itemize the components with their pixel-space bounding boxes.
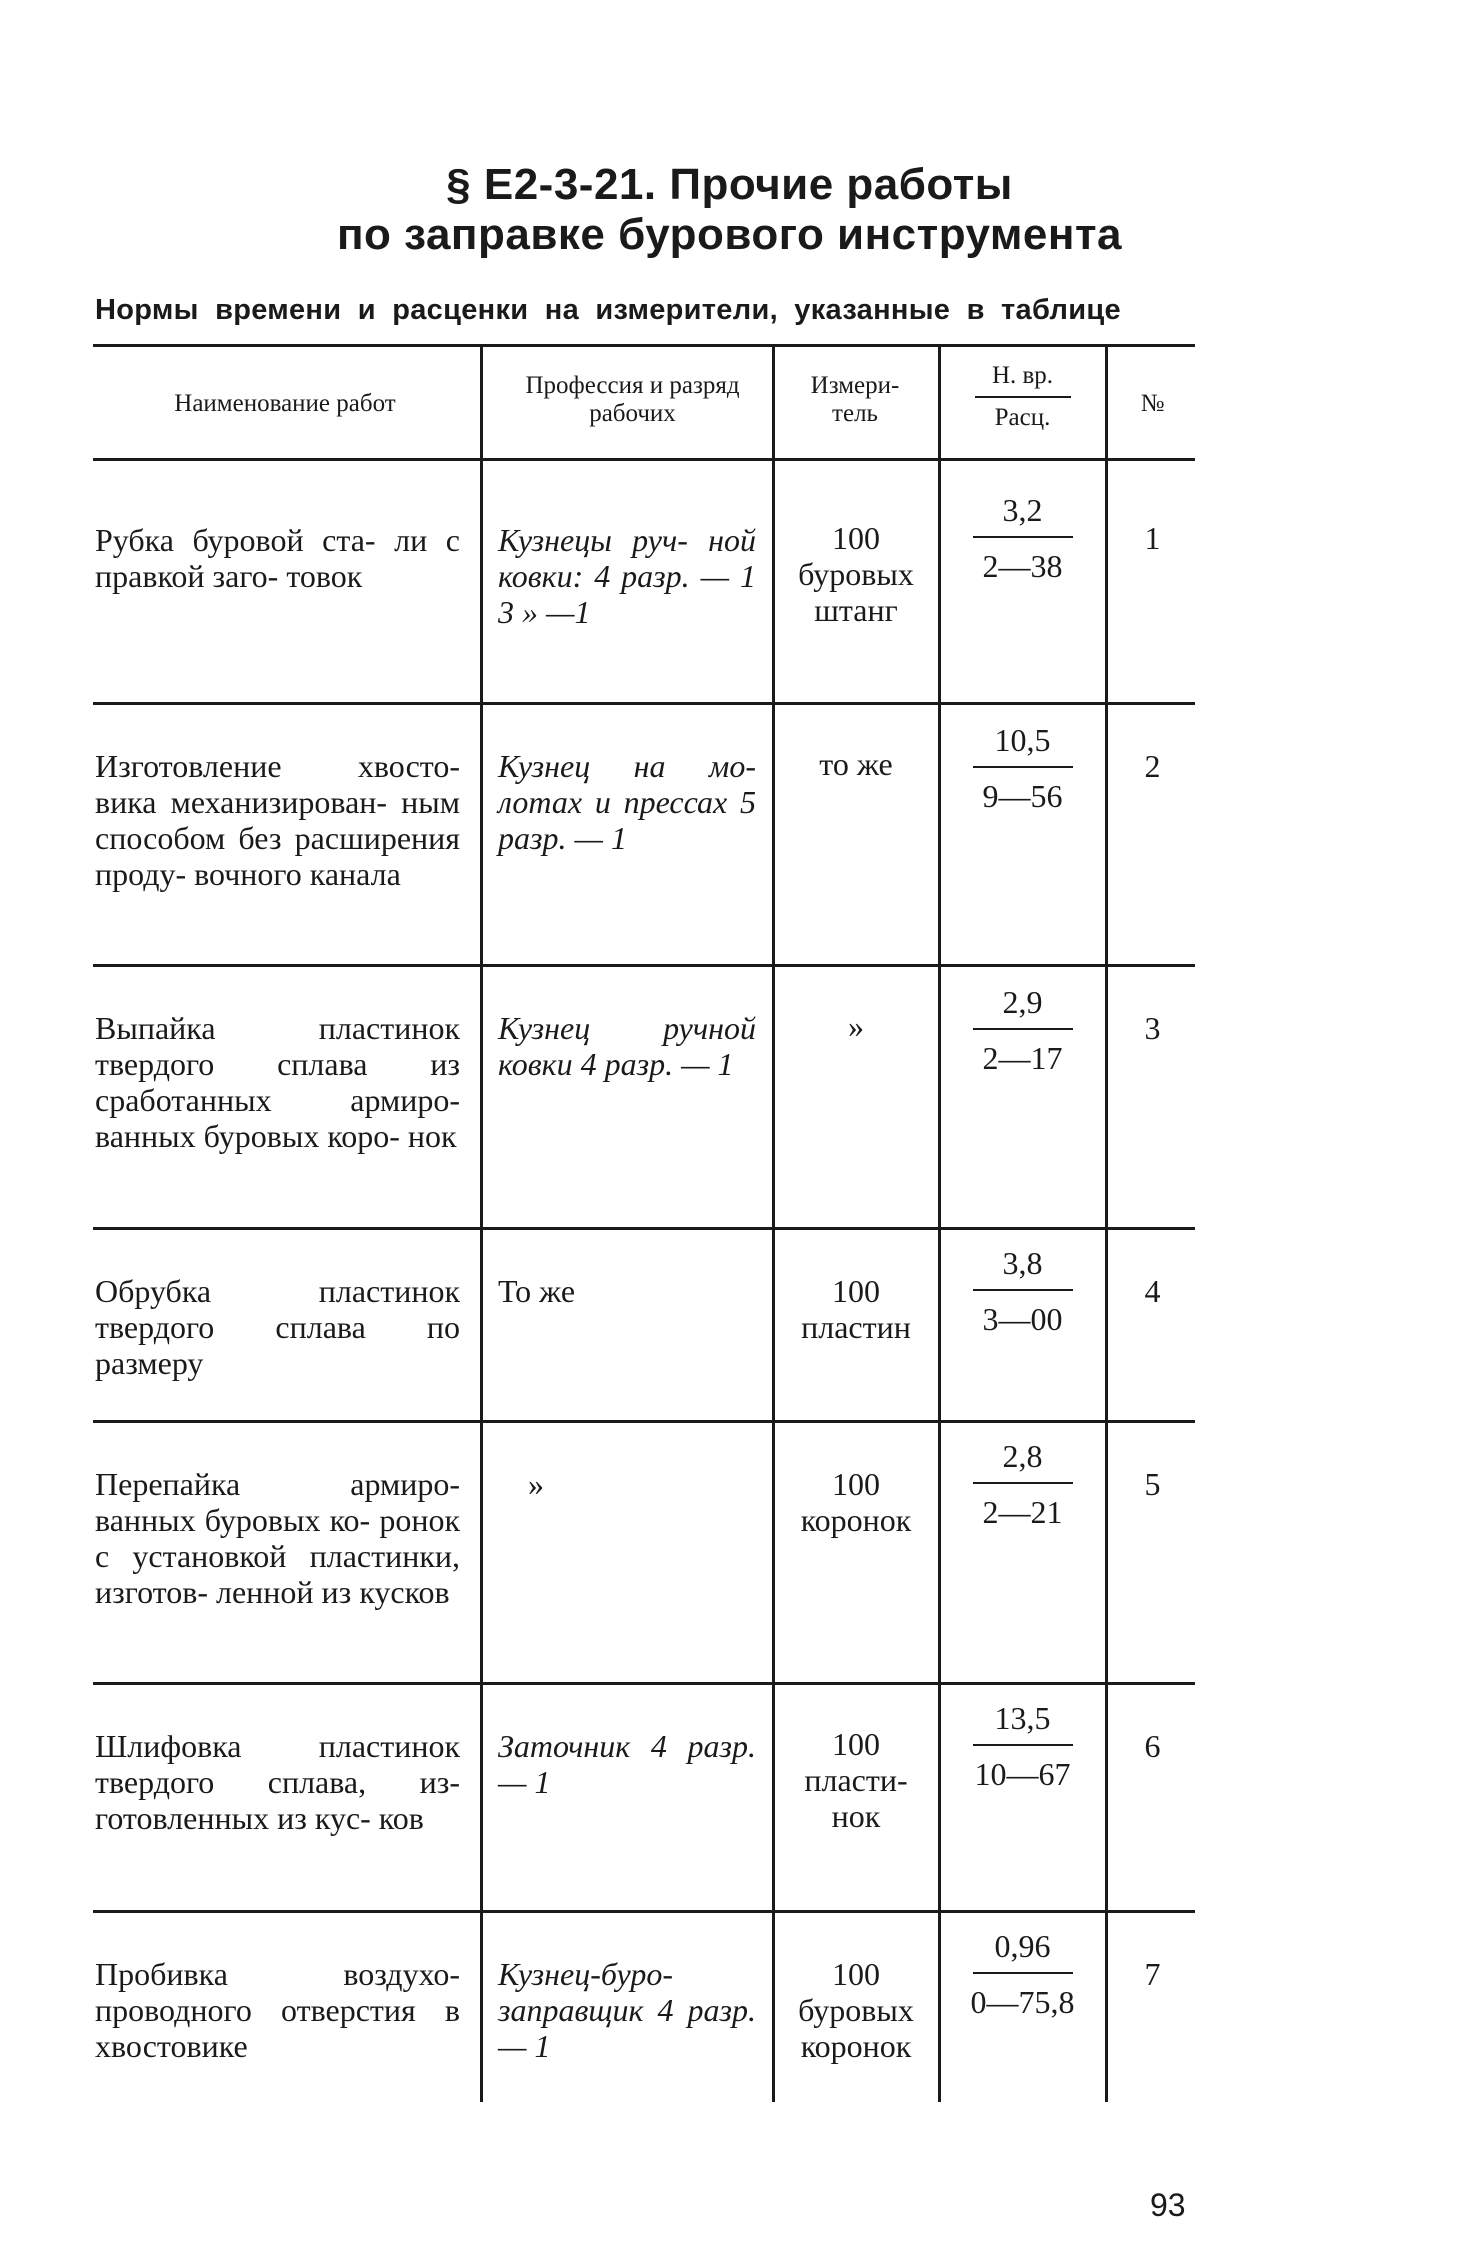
row-divider xyxy=(93,1682,1195,1685)
norm-time: 2,9 xyxy=(1002,984,1043,1020)
column-rule xyxy=(938,346,941,2102)
row-divider xyxy=(93,1420,1195,1423)
rate: 3—00 xyxy=(982,1301,1063,1337)
norm-fraction xyxy=(945,984,1100,1076)
header-bottom-rule xyxy=(93,458,1195,461)
row-number: 2 xyxy=(1144,748,1161,784)
fraction-bar xyxy=(973,1289,1073,1291)
work-name: Рубка буровой ста- ли с правкой заго- товок xyxy=(95,522,460,594)
work-name: Изготовление хвосто- вика механизирован- ным способом без расширения проду- вочного канала xyxy=(95,748,460,892)
row-divider xyxy=(93,1910,1195,1913)
norm-fraction xyxy=(945,1438,1100,1530)
work-name: Пробивка воздухо- проводного отверстия в хвостовике xyxy=(95,1956,460,2064)
rate: 2—21 xyxy=(982,1494,1063,1530)
row-divider xyxy=(93,964,1195,967)
profession: То же xyxy=(498,1273,576,1309)
norm-time: 3,8 xyxy=(1002,1245,1043,1281)
section-title-line2: по заправке бурового инструмента xyxy=(336,210,1122,259)
norm-time: 10,5 xyxy=(994,722,1051,758)
row-divider xyxy=(93,1227,1195,1230)
norm-time: 2,8 xyxy=(1002,1438,1043,1474)
rate: 0—75,8 xyxy=(970,1984,1075,2020)
column-rule xyxy=(772,346,775,2102)
norm-time: 0,96 xyxy=(994,1928,1051,1964)
row-number: 3 xyxy=(1144,1010,1161,1046)
fraction-bar xyxy=(973,536,1073,538)
rate: 9—56 xyxy=(982,778,1063,814)
row-number: 4 xyxy=(1144,1273,1161,1309)
profession: » xyxy=(528,1466,544,1502)
header-norm-time: Н. вр. xyxy=(991,362,1054,389)
work-name: Выпайка пластинок твердого сплава из сработанных армиро- ванных буровых коро- нок xyxy=(95,1010,460,1154)
section-title: § Е2-3-21. Прочие работы xyxy=(446,160,1013,209)
header-number: № xyxy=(1140,390,1165,417)
norm-fraction xyxy=(945,1245,1100,1337)
norm-fraction xyxy=(945,492,1100,584)
measure-unit: 100 коронок xyxy=(800,1466,912,1538)
row-number: 6 xyxy=(1144,1728,1161,1764)
fraction-bar xyxy=(973,1972,1073,1974)
header-measure: Измери- тель xyxy=(810,372,900,427)
rate: 2—38 xyxy=(982,548,1063,584)
norm-fraction xyxy=(945,1700,1100,1792)
profession: Кузнец на мо- лотах и прессах 5 разр. — 1 xyxy=(498,748,756,856)
profession: Заточник 4 разр. — 1 xyxy=(498,1728,756,1800)
measure-unit: 100 пластин xyxy=(801,1273,911,1345)
work-name: Шлифовка пластинок твердого сплава, из- готовленных из кус- ков xyxy=(95,1728,460,1836)
fraction-bar xyxy=(973,766,1073,768)
page-number: 93 xyxy=(1150,2187,1186,2223)
profession: Кузнецы руч- ной ковки: 4 разр. — 1 3 » —1 xyxy=(498,522,756,630)
row-number: 7 xyxy=(1144,1956,1161,1992)
norm-fraction xyxy=(945,1928,1100,2020)
fraction-bar xyxy=(975,396,1071,398)
table-caption: Нормы времени и расценки на измерители, указанные в таблице xyxy=(95,294,1121,326)
row-number: 1 xyxy=(1144,520,1161,556)
profession: Кузнец-буро- заправщик 4 разр. — 1 xyxy=(498,1956,756,2064)
profession: Кузнец ручной ковки 4 разр. — 1 xyxy=(498,1010,756,1082)
fraction-bar xyxy=(973,1744,1073,1746)
header-norm xyxy=(945,362,1100,432)
measure-unit: то же xyxy=(819,746,893,782)
column-rule xyxy=(480,346,483,2102)
rate: 10—67 xyxy=(974,1756,1071,1792)
header-norm-rate: Расц. xyxy=(994,404,1051,431)
measure-unit: 100 буровых штанг xyxy=(798,520,914,628)
column-rule xyxy=(1105,346,1108,2102)
work-name: Перепайка армиро- ванных буровых ко- ронок с установкой пластинки, изготов- ленной из кусков xyxy=(95,1466,460,1610)
fraction-bar xyxy=(973,1028,1073,1030)
measure-unit: 100 буровых коронок xyxy=(798,1956,914,2064)
rate: 2—17 xyxy=(982,1040,1063,1076)
row-divider xyxy=(93,702,1195,705)
norm-time: 3,2 xyxy=(1002,492,1043,528)
measure-unit: 100 пласти- нок xyxy=(804,1726,908,1834)
norm-time: 13,5 xyxy=(994,1700,1051,1736)
header-profession: Профессия и разряд рабочих xyxy=(525,372,740,427)
row-number: 5 xyxy=(1144,1466,1161,1502)
fraction-bar xyxy=(973,1482,1073,1484)
header-name: Наименование работ xyxy=(174,390,396,417)
table-top-rule xyxy=(93,344,1195,347)
work-name: Обрубка пластинок твердого сплава по размеру xyxy=(95,1273,460,1381)
norm-fraction xyxy=(945,722,1100,814)
measure-unit: » xyxy=(848,1008,864,1044)
